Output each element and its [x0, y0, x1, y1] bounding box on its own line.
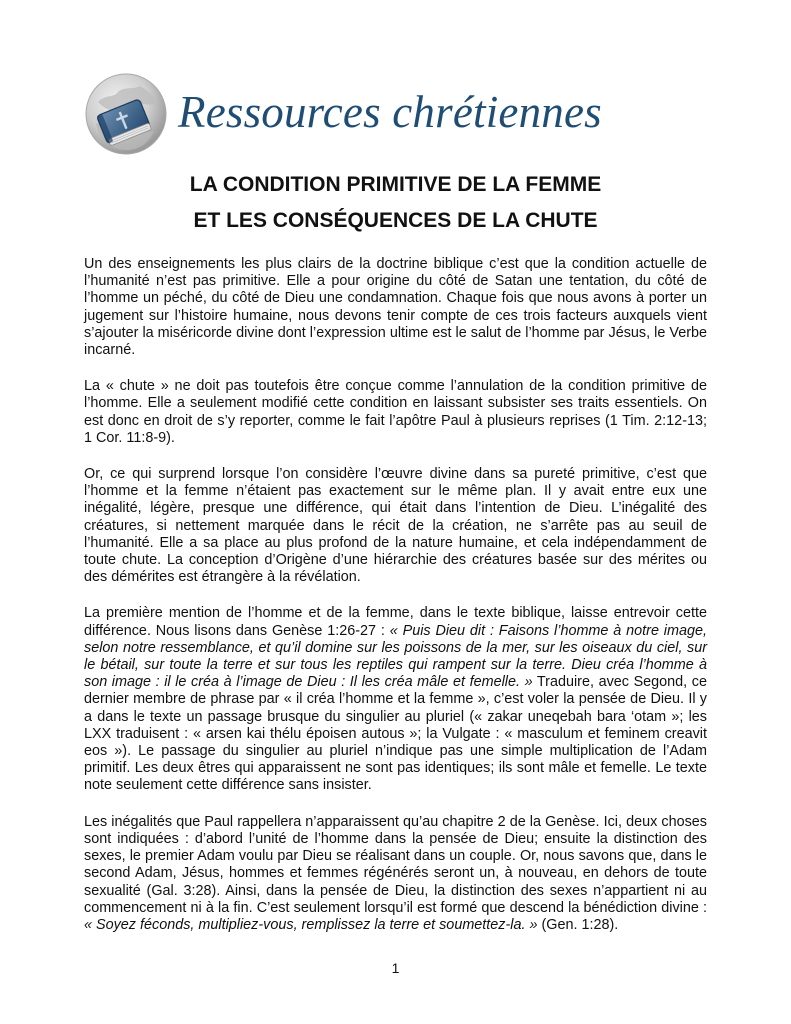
- paragraph: [84, 814, 707, 934]
- brand-name: Ressources chrétiennes: [178, 87, 602, 137]
- article-body: [84, 256, 707, 953]
- paragraph: [84, 605, 707, 794]
- paragraph-text: Les inégalités que Paul rappellera n’apparaissent qu’au chapitre 2 de la Genèse. Ici, deux choses sont indiquées : d’abord l’unité de l’homme dans la pensée de Dieu; ensuite la distinction des sexes, le premier Adam voulu par Dieu se réalisant dans un couple. Or, nous savons que, dans le second Adam, Jésus, hommes et femmes régénérés seront un, à nouveau, en dehors de toute sexualité (Gal. 3:28). Ainsi, dans la pensée de Dieu, la distinction des sexes n’appartient ni au commencement ni à la fin. C’est seulement lorsqu’il est formé que descend la bénédiction divine :: [84, 813, 707, 916]
- document-title-line-2: ET LES CONSÉQUENCES DE LA CHUTE: [193, 209, 598, 232]
- header: [84, 72, 644, 156]
- paragraph: La « chute » ne doit pas toutefois être conçue comme l’annulation de la condition primitive de l’homme. Elle a seulement modifié cette condition en laissant subsister ses traits essentiels. On est donc en droit de s’y reporter, comme le fait l’apôtre Paul à plusieurs reprises (1 Tim. 2:12-13; 1 Cor. 11:8-9).: [84, 378, 707, 446]
- document-title-line-1: LA CONDITION PRIMITIVE DE LA FEMME: [189, 173, 602, 196]
- globe-bible-icon: [84, 72, 168, 156]
- paragraph-text: (Gen. 1:28).: [537, 916, 619, 933]
- paragraph-text: La première mention de l’homme et de la femme, dans le texte biblique, laisse entrevoir cette différence. Nous lisons dans Genèse 1:26-27 :: [84, 605, 707, 639]
- bible-quote: « Puis Dieu dit : Faisons l’homme à notre image, selon notre ressemblance, et qu’il domine sur les poissons de la mer, sur les oiseaux du ciel, sur le bétail, sur toute la terre et sur tous les reptiles qui rampent sur la terre. Dieu créa l’homme à son image : il le créa à l’image de Dieu : Il les créa mâle et femelle. »: [84, 622, 707, 691]
- bible-quote: « Soyez féconds, multipliez-vous, remplissez la terre et soumettez-la. »: [84, 916, 538, 933]
- paragraph: Un des enseignements les plus clairs de la doctrine biblique c’est que la condition actuelle de l’humanité n’est pas primitive. Elle a pour origine du côté de Satan une tentation, du côté de l’homme un péché, du côté de Dieu une condamnation. Chaque fois que nous avons à porter un jugement sur l’histoire humaine, nous devons tenir compte de ces trois facteurs auxquels vient s’ajouter la miséricorde divine dont l’expression ultime est le salut de l’homme par Jésus, le Verbe incarné.: [84, 256, 707, 359]
- page-number: 1: [391, 960, 400, 976]
- paragraph-text: Traduire, avec Segond, ce dernier membre de phrase par « il créa l’homme et la femme », c’est voler la pensée de Dieu. Il y a dans le texte un passage brusque du singulier au pluriel (« zakar uneqebah bara ‘otam »; les LXX traduisent : « arsen kai thélu époisen autous »; la Vulgate : « masculum et feminem creavit eos »). Le passage du singulier au pluriel n’indique pas une simple multiplication de l’Adam primitif. Les deux êtres qui apparaissent ne sont pas identiques; ils sont mâle et femelle. Le texte note seulement cette différence sans insister.: [84, 674, 707, 794]
- paragraph: Or, ce qui surprend lorsque l’on considère l’œuvre divine dans sa pureté primitive, c’est que l’homme et la femme n’étaient pas exactement sur le même plan. Il y avait entre eux une inégalité, légère, presque une différence, qui était dans l’intention de Dieu. L’inégalité des créatures, si nettement marquée dans le récit de la création, ne s’arrête pas au seuil de l’humanité. Elle a sa place au plus profond de la nature humaine, et cela indépendamment de toute chute. La conception d’Origène d’une hiérarchie des créatures basée sur des mérites ou des démérites est étrangère à la révélation.: [84, 466, 707, 586]
